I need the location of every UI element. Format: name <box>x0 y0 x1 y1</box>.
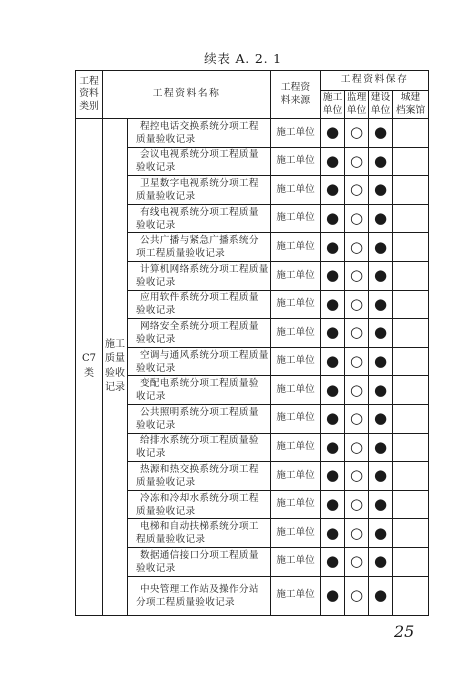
storage-construction-cell: ● <box>321 204 345 233</box>
storage-supervision-cell: ○ <box>345 204 369 233</box>
record-name-cell: 冷冻和冷却水系统分项工程 质量验收记录 <box>128 490 271 519</box>
record-source-cell: 施工单位 <box>271 576 321 615</box>
table-body <box>76 119 429 616</box>
storage-construction-cell: ● <box>321 490 345 519</box>
table-row <box>76 319 429 348</box>
records-table-wrapper <box>75 70 428 616</box>
subcategory-cell: 施工 质量 验收 记录 <box>103 119 128 616</box>
storage-archive-cell <box>393 433 429 462</box>
header-row <box>76 71 429 91</box>
record-source-cell: 施工单位 <box>271 490 321 519</box>
table-row <box>76 176 429 205</box>
records-table <box>75 70 429 616</box>
header-storage-archive: 城建 档案馆 <box>393 91 429 119</box>
storage-supervision-cell: ○ <box>345 290 369 319</box>
storage-owner-cell: ● <box>369 119 393 148</box>
record-name-cell: 空调与通风系统分项工程质量 验收记录 <box>128 347 271 376</box>
storage-owner-cell: ● <box>369 204 393 233</box>
storage-construction-cell: ● <box>321 261 345 290</box>
storage-owner-cell: ● <box>369 376 393 405</box>
storage-archive-cell <box>393 176 429 205</box>
record-name-cell: 应用软件系统分项工程质量 验收记录 <box>128 290 271 319</box>
table-row <box>76 490 429 519</box>
record-name-cell: 程控电话交换系统分项工程 质量验收记录 <box>128 119 271 148</box>
storage-archive-cell <box>393 376 429 405</box>
record-source-cell: 施工单位 <box>271 347 321 376</box>
storage-owner-cell: ● <box>369 347 393 376</box>
record-name-cell: 变配电系统分项工程质量验 收记录 <box>128 376 271 405</box>
storage-archive-cell <box>393 290 429 319</box>
storage-supervision-cell: ○ <box>345 119 369 148</box>
record-source-cell: 施工单位 <box>271 176 321 205</box>
storage-owner-cell: ● <box>369 519 393 548</box>
storage-archive-cell <box>393 119 429 148</box>
record-name-cell: 热源和热交换系统分项工程 质量验收记录 <box>128 462 271 491</box>
page-number: 25 <box>394 622 415 641</box>
record-source-cell: 施工单位 <box>271 119 321 148</box>
storage-construction-cell: ● <box>321 433 345 462</box>
table-row <box>76 576 429 615</box>
storage-archive-cell <box>393 233 429 262</box>
storage-construction-cell: ● <box>321 290 345 319</box>
record-source-cell: 施工单位 <box>271 261 321 290</box>
table-title: 续表 A. 2. 1 <box>204 51 282 66</box>
header-storage-construction: 施工 单位 <box>321 91 345 119</box>
record-name-cell: 计算机网络系统分项工程质量 验收记录 <box>128 261 271 290</box>
table-row <box>76 290 429 319</box>
storage-construction-cell: ● <box>321 347 345 376</box>
record-source-cell: 施工单位 <box>271 376 321 405</box>
header-storage-supervision: 监理 单位 <box>345 91 369 119</box>
storage-construction-cell: ● <box>321 119 345 148</box>
category-cell: C7 类 <box>76 119 103 616</box>
record-name-cell: 中央管理工作站及操作分站 分项工程质量验收记录 <box>128 576 271 615</box>
record-name-cell: 有线电视系统分项工程质量 验收记录 <box>128 204 271 233</box>
storage-supervision-cell: ○ <box>345 376 369 405</box>
storage-archive-cell <box>393 404 429 433</box>
record-name-cell: 给排水系统分项工程质量验 收记录 <box>128 433 271 462</box>
header-storage: 工程资料保存 <box>321 71 429 91</box>
record-name-cell: 电梯和自动扶梯系统分项工 程质量验收记录 <box>128 519 271 548</box>
record-name-cell: 卫星数字电视系统分项工程 质量验收记录 <box>128 176 271 205</box>
table-row <box>76 462 429 491</box>
storage-supervision-cell: ○ <box>345 319 369 348</box>
record-source-cell: 施工单位 <box>271 519 321 548</box>
storage-owner-cell: ● <box>369 576 393 615</box>
storage-supervision-cell: ○ <box>345 176 369 205</box>
storage-owner-cell: ● <box>369 490 393 519</box>
storage-supervision-cell: ○ <box>345 462 369 491</box>
storage-archive-cell <box>393 547 429 576</box>
storage-supervision-cell: ○ <box>345 347 369 376</box>
header-name: 工程资料名称 <box>103 71 271 119</box>
storage-construction-cell: ● <box>321 376 345 405</box>
storage-construction-cell: ● <box>321 519 345 548</box>
storage-supervision-cell: ○ <box>345 547 369 576</box>
header-storage-owner: 建设 单位 <box>369 91 393 119</box>
storage-supervision-cell: ○ <box>345 233 369 262</box>
storage-owner-cell: ● <box>369 404 393 433</box>
table-row <box>76 404 429 433</box>
storage-archive-cell <box>393 204 429 233</box>
table-row <box>76 376 429 405</box>
storage-owner-cell: ● <box>369 462 393 491</box>
table-row <box>76 347 429 376</box>
record-source-cell: 施工单位 <box>271 204 321 233</box>
header-source: 工程资 料来源 <box>271 71 321 119</box>
storage-archive-cell <box>393 462 429 491</box>
storage-archive-cell <box>393 490 429 519</box>
table-row <box>76 233 429 262</box>
storage-construction-cell: ● <box>321 404 345 433</box>
storage-construction-cell: ● <box>321 176 345 205</box>
table-row <box>76 261 429 290</box>
table-row <box>76 519 429 548</box>
storage-owner-cell: ● <box>369 261 393 290</box>
record-name-cell: 数据通信接口分项工程质量 验收记录 <box>128 547 271 576</box>
storage-construction-cell: ● <box>321 462 345 491</box>
record-name-cell: 公共照明系统分项工程质量 验收记录 <box>128 404 271 433</box>
storage-supervision-cell: ○ <box>345 404 369 433</box>
storage-construction-cell: ● <box>321 233 345 262</box>
storage-supervision-cell: ○ <box>345 147 369 176</box>
record-source-cell: 施工单位 <box>271 233 321 262</box>
storage-construction-cell: ● <box>321 319 345 348</box>
storage-archive-cell <box>393 147 429 176</box>
storage-owner-cell: ● <box>369 176 393 205</box>
storage-archive-cell <box>393 261 429 290</box>
storage-supervision-cell: ○ <box>345 433 369 462</box>
record-source-cell: 施工单位 <box>271 147 321 176</box>
record-source-cell: 施工单位 <box>271 404 321 433</box>
table-header <box>76 71 429 119</box>
table-row <box>76 147 429 176</box>
table-row <box>76 119 429 148</box>
storage-construction-cell: ● <box>321 547 345 576</box>
record-name-cell: 网络安全系统分项工程质量 验收记录 <box>128 319 271 348</box>
storage-owner-cell: ● <box>369 319 393 348</box>
record-name-cell: 会议电视系统分项工程质量 验收记录 <box>128 147 271 176</box>
storage-supervision-cell: ○ <box>345 576 369 615</box>
record-source-cell: 施工单位 <box>271 433 321 462</box>
record-source-cell: 施工单位 <box>271 462 321 491</box>
storage-owner-cell: ● <box>369 290 393 319</box>
table-row <box>76 204 429 233</box>
storage-archive-cell <box>393 347 429 376</box>
record-source-cell: 施工单位 <box>271 290 321 319</box>
record-name-cell: 公共广播与紧急广播系统分 项工程质量验收记录 <box>128 233 271 262</box>
storage-owner-cell: ● <box>369 547 393 576</box>
storage-owner-cell: ● <box>369 147 393 176</box>
table-row <box>76 433 429 462</box>
storage-owner-cell: ● <box>369 233 393 262</box>
storage-archive-cell <box>393 319 429 348</box>
storage-construction-cell: ● <box>321 576 345 615</box>
table-row <box>76 547 429 576</box>
storage-supervision-cell: ○ <box>345 519 369 548</box>
storage-archive-cell <box>393 576 429 615</box>
record-source-cell: 施工单位 <box>271 547 321 576</box>
storage-supervision-cell: ○ <box>345 490 369 519</box>
record-source-cell: 施工单位 <box>271 319 321 348</box>
storage-supervision-cell: ○ <box>345 261 369 290</box>
storage-construction-cell: ● <box>321 147 345 176</box>
storage-owner-cell: ● <box>369 433 393 462</box>
storage-archive-cell <box>393 519 429 548</box>
header-category: 工程 资料 类别 <box>76 71 103 119</box>
